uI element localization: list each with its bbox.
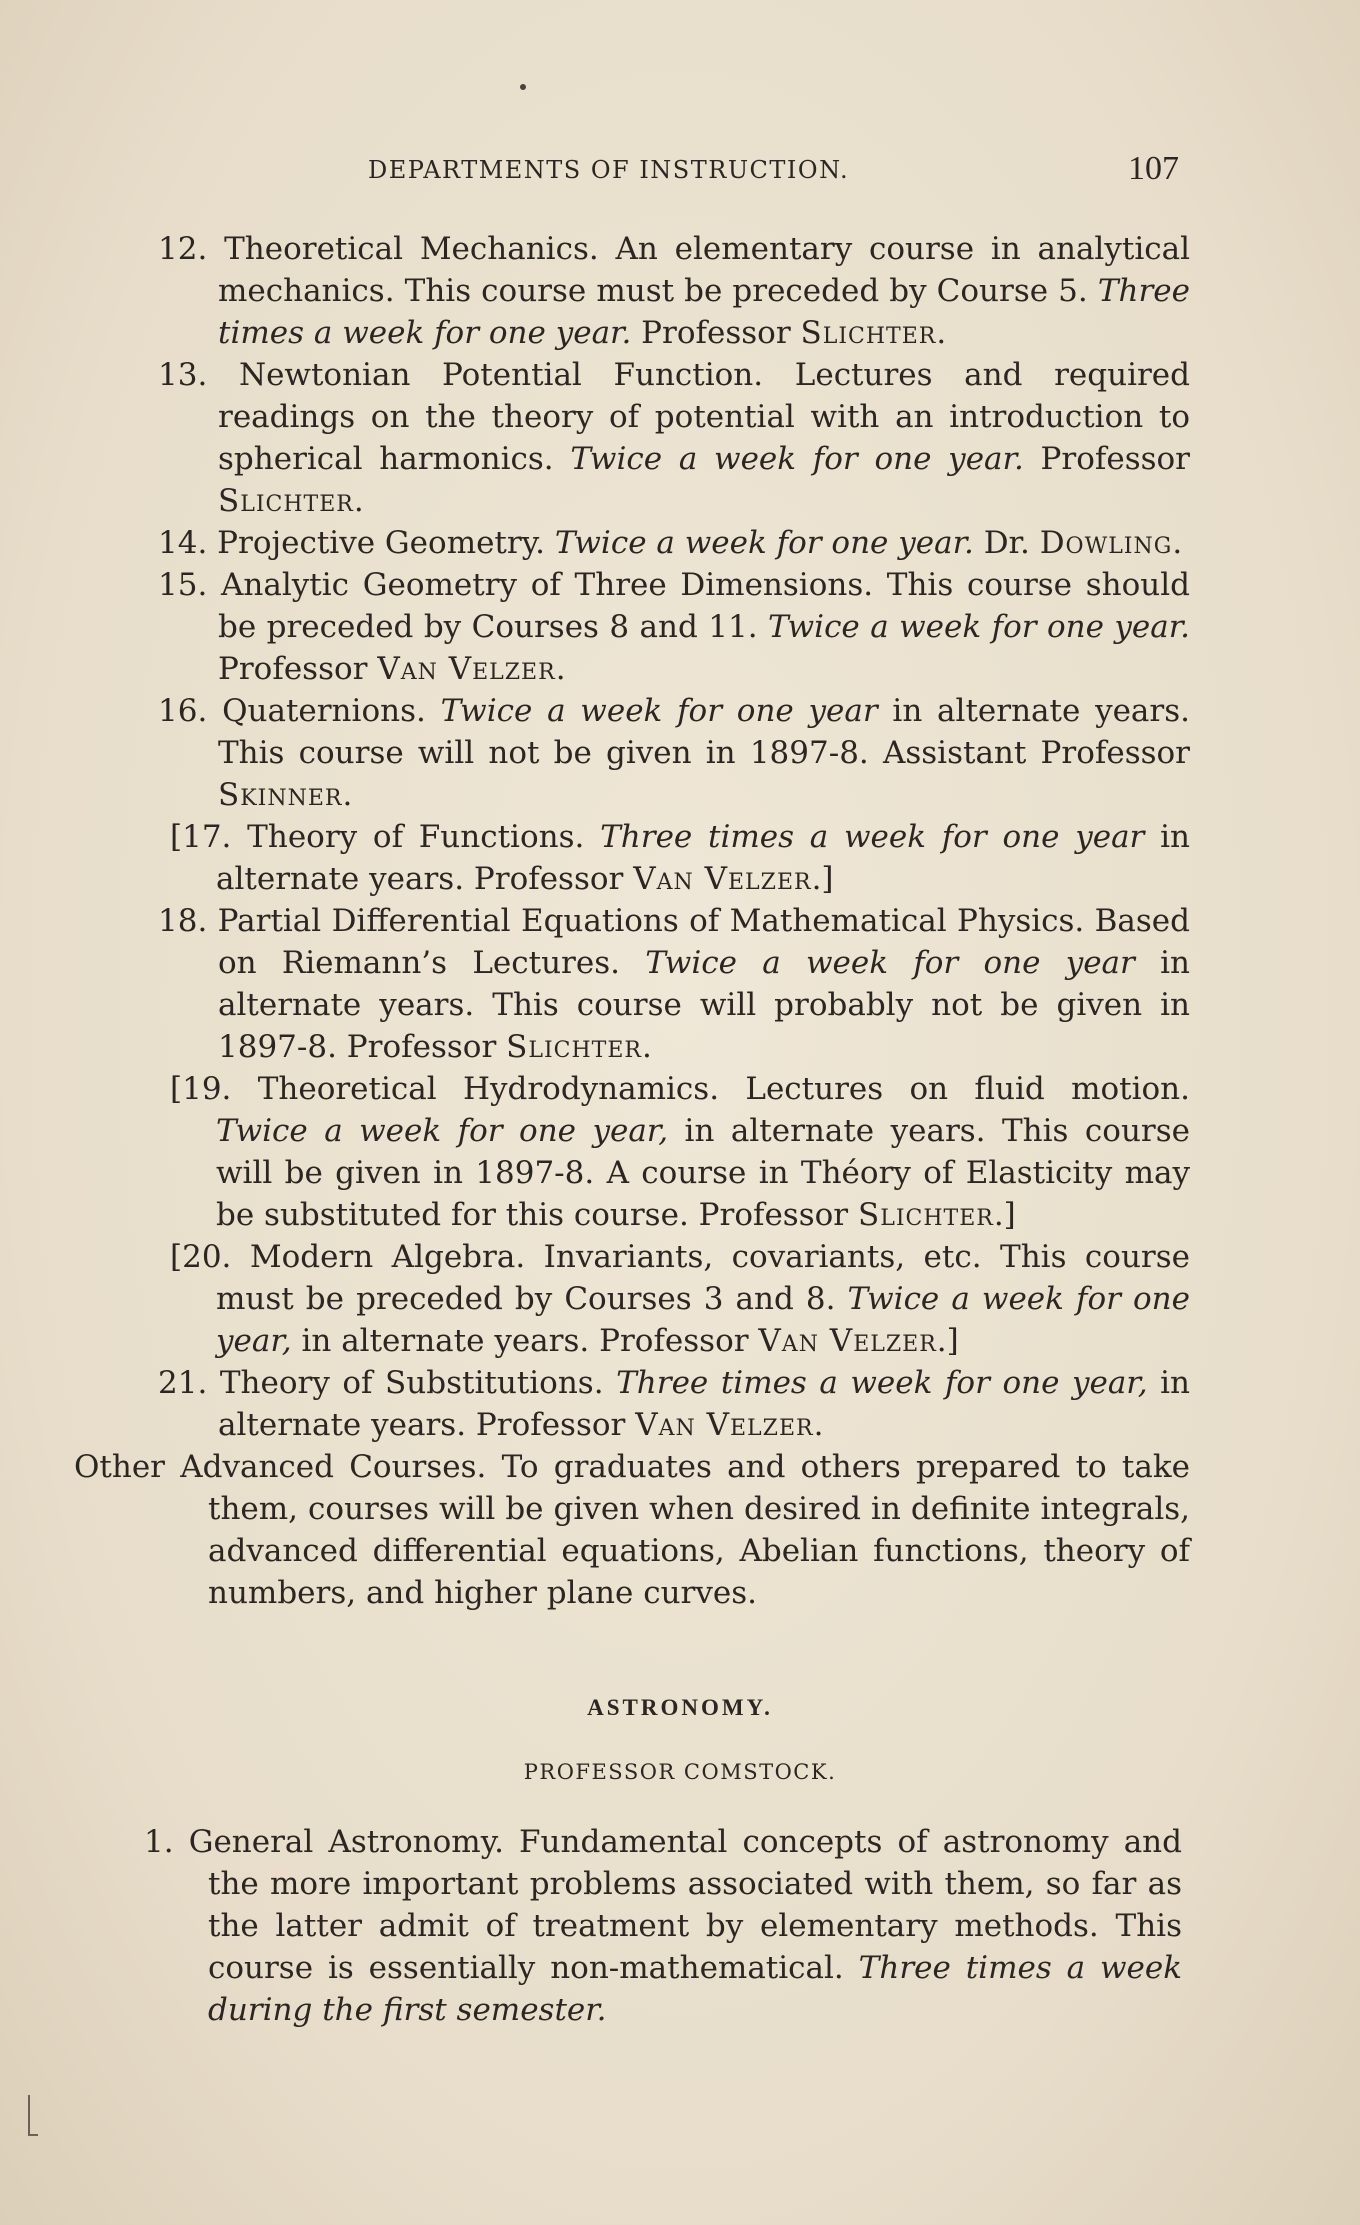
course-text: General Astronomy. Fundamental concepts of astronomy and the more important problems associated with them, so far as the latter admit of treatment by elementary methods. This course is essentially non-mathematical.	[188, 1824, 1182, 1986]
astronomy-course-list	[72, 1821, 1182, 2031]
punct: .]	[993, 1197, 1016, 1233]
punct: .	[641, 1029, 652, 1065]
course-text-tail: in alternate years. Professor	[291, 1323, 759, 1359]
margin-mark	[28, 2095, 30, 2135]
course-number: [17.	[170, 819, 232, 855]
course-schedule: Twice a week for one year	[440, 693, 878, 729]
punct: .	[1172, 525, 1183, 561]
instructor-name: Van Velzer	[377, 651, 556, 687]
course-entry	[72, 1821, 1182, 2031]
course-text-tail: in alternate years. This course will not be given in 1897-8. Assistant Professor	[218, 693, 1191, 771]
course-number: [19.	[170, 1071, 232, 1107]
course-text-tail: Professor	[631, 315, 801, 351]
margin-mark	[28, 2134, 38, 2136]
instructor-name: Skinner	[218, 777, 343, 813]
course-entry	[74, 1236, 1190, 1362]
course-schedule: Three times a week for one year.	[218, 273, 1190, 351]
instructor-name: Slichter	[857, 1197, 994, 1233]
course-schedule: Three times a week for one year,	[616, 1365, 1148, 1401]
instructor-name: Slichter	[218, 483, 354, 519]
course-schedule: Three times a week during the first semester.	[208, 1950, 1182, 2028]
course-text-tail: Professor	[1023, 441, 1190, 477]
course-number: 14.	[158, 525, 208, 561]
course-schedule: Twice a week for one year	[645, 945, 1135, 981]
course-number: [20.	[170, 1239, 232, 1275]
course-schedule: Twice a week for one year.	[554, 525, 974, 561]
course-number: 21.	[158, 1365, 208, 1401]
running-head	[0, 150, 1360, 190]
ink-speck	[520, 84, 526, 90]
course-schedule: Twice a week for one year,	[216, 1113, 669, 1149]
course-number: 15.	[158, 567, 208, 603]
instructor-name: Slichter	[506, 1029, 642, 1065]
course-text-tail: Dr.	[973, 525, 1040, 561]
course-schedule: Twice a week for one year,	[216, 1281, 1190, 1359]
course-number: 13.	[158, 357, 208, 393]
instructor-name: Slichter	[800, 315, 937, 351]
course-text: Analytic Geometry of Three Dimensions. This course should be preceded by Courses 8 and 11.	[218, 567, 1190, 645]
course-entry	[74, 522, 1190, 564]
punct: .	[813, 1407, 824, 1443]
course-entry	[74, 690, 1190, 816]
course-text-tail: in alternate years. This course will be given in 1897-8. A course in Théory of Elasticity may be substituted for this course. Professor	[216, 1113, 1190, 1233]
instructor-name: Van Velzer	[633, 861, 812, 897]
course-text: Projective Geometry.	[217, 525, 555, 561]
course-list	[74, 228, 1190, 1614]
instructor-name: Van Velzer	[758, 1323, 937, 1359]
course-text: Quaternions.	[222, 693, 441, 729]
section-professor: PROFESSOR COMSTOCK.	[523, 1760, 837, 1784]
course-text: Theory of Substitutions.	[219, 1365, 617, 1401]
course-entry	[74, 354, 1190, 522]
course-entry	[74, 1068, 1190, 1236]
course-schedule: Twice a week for one year.	[768, 609, 1191, 645]
course-text-tail: Professor	[218, 651, 378, 687]
instructor-name: Dowling	[1039, 525, 1173, 561]
running-title: DEPARTMENTS OF INSTRUCTION.	[368, 156, 850, 184]
punct: .	[353, 483, 364, 519]
course-entry	[74, 900, 1190, 1068]
course-number: 18.	[158, 903, 208, 939]
course-text-tail: in alternate years. Professor	[216, 819, 1191, 897]
course-entry	[74, 816, 1190, 900]
page-number: 107	[1128, 150, 1179, 187]
section-heading: ASTRONOMY.	[587, 1695, 773, 1720]
course-number: 1.	[144, 1824, 174, 1860]
course-text: Theory of Functions.	[247, 819, 601, 855]
instructor-name: Van Velzer	[635, 1407, 814, 1443]
punct: .	[936, 315, 947, 351]
course-text: Modern Algebra. Invariants, covariants, etc. This course must be preceded by Courses 3 and 8.	[216, 1239, 1190, 1317]
course-text: Theoretical Mechanics. An elementary course in analytical mechanics. This course must be preceded by Course 5.	[218, 231, 1190, 309]
course-entry	[74, 564, 1190, 690]
other-advanced-courses	[74, 1446, 1190, 1614]
course-number: 16.	[158, 693, 208, 729]
course-schedule: Three times a week for one year	[600, 819, 1145, 855]
course-schedule: Twice a week for one year.	[570, 441, 1024, 477]
course-number: 12.	[158, 231, 208, 267]
course-text: Theoretical Hydrodynamics. Lectures on fluid motion.	[257, 1071, 1190, 1107]
course-text-tail: in alternate years. This course will probably not be given in 1897-8. Professor	[218, 945, 1190, 1065]
course-entry	[74, 1362, 1190, 1446]
punct: .	[342, 777, 353, 813]
course-text: Newtonian Potential Function. Lectures and required readings on the theory of potential with an introduction to spherical harmonics.	[218, 357, 1190, 477]
other-text: Other Advanced Courses. To graduates and others prepared to take them, courses will be given when desired in definite integrals, advanced differential equations, Abelian functions, theory of numbers, and higher plane curves.	[74, 1449, 1190, 1611]
course-text: Partial Differential Equations of Mathematical Physics. Based on Riemann’s Lectures.	[217, 903, 1190, 981]
punct: .]	[811, 861, 834, 897]
course-text-tail: in alternate years. Professor	[218, 1365, 1190, 1443]
punct: .	[555, 651, 566, 687]
course-entry	[74, 228, 1190, 354]
punct: .]	[936, 1323, 959, 1359]
